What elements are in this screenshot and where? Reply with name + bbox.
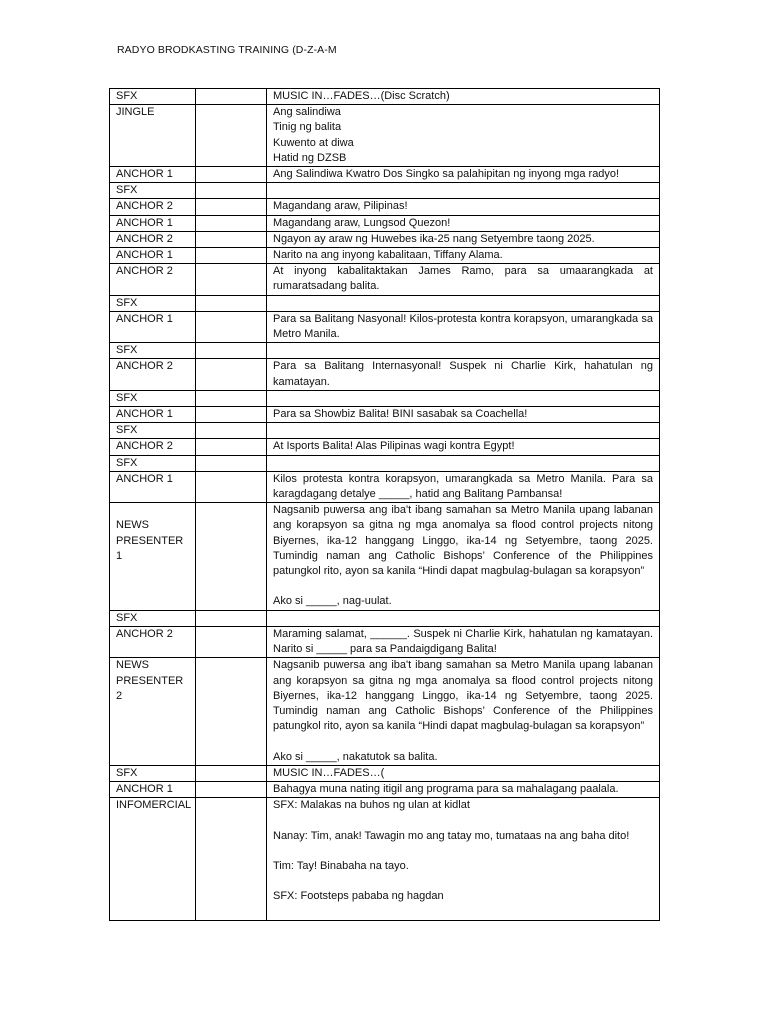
script-row bbox=[110, 264, 660, 295]
script-row bbox=[110, 89, 660, 105]
content-line bbox=[273, 813, 653, 828]
notes-cell bbox=[196, 343, 267, 359]
cue-cell: SFX bbox=[110, 89, 196, 105]
content-cell bbox=[267, 798, 660, 921]
cue-cell: ANCHOR 2 bbox=[110, 199, 196, 215]
cue-cell: SFX bbox=[110, 610, 196, 626]
notes-cell bbox=[196, 183, 267, 199]
content-cell bbox=[267, 423, 660, 439]
script-row bbox=[110, 781, 660, 797]
cue-cell: ANCHOR 1 bbox=[110, 311, 196, 342]
content-line: MUSIC IN…FADES…(Disc Scratch) bbox=[273, 90, 450, 102]
content-cell bbox=[267, 471, 660, 502]
content-cell bbox=[267, 183, 660, 199]
content-line: Magandang araw, Pilipinas! bbox=[273, 200, 408, 213]
script-row bbox=[110, 407, 660, 423]
content-cell bbox=[267, 359, 660, 390]
cue-cell: INFOMERCIAL bbox=[110, 798, 196, 921]
notes-cell bbox=[196, 295, 267, 311]
content-line: Para sa Balitang Internasyonal! Suspek ni Charlie Kirk, hahatulan ng kamatayan. bbox=[273, 360, 653, 388]
notes-cell bbox=[196, 781, 267, 797]
content-cell bbox=[267, 343, 660, 359]
cue-cell: SFX bbox=[110, 295, 196, 311]
notes-cell bbox=[196, 105, 267, 167]
cue-cell: SFX bbox=[110, 455, 196, 471]
cue-cell: ANCHOR 2 bbox=[110, 231, 196, 247]
notes-cell bbox=[196, 471, 267, 502]
cue-cell: ANCHOR 2 bbox=[110, 439, 196, 455]
content-cell bbox=[267, 231, 660, 247]
content-line: Bahagya muna nating itigil ang programa para sa mahalagang paalala. bbox=[273, 782, 619, 795]
content-line bbox=[273, 874, 653, 889]
content-cell bbox=[267, 626, 660, 657]
content-line: SFX: Footsteps pababa ng hagdan bbox=[273, 890, 444, 903]
content-line: Ako si _____, nakatutok sa balita. bbox=[273, 750, 438, 763]
content-cell bbox=[267, 407, 660, 423]
content-line: Maraming salamat, ______. Suspek ni Charlie Kirk, hahatulan ng kamatayan. Narito si _____ para sa Pandaigdigang Balita! bbox=[273, 627, 653, 656]
cue-cell: ANCHOR 1 bbox=[110, 215, 196, 231]
script-row bbox=[110, 423, 660, 439]
notes-cell bbox=[196, 215, 267, 231]
cue-cell: NEWS PRESENTER 1 bbox=[110, 503, 196, 610]
notes-cell bbox=[196, 423, 267, 439]
content-line: Ako si _____, nag-uulat. bbox=[273, 595, 392, 608]
cue-cell: ANCHOR 1 bbox=[110, 471, 196, 502]
notes-cell bbox=[196, 455, 267, 471]
cue-cell: ANCHOR 2 bbox=[110, 264, 196, 295]
content-line bbox=[273, 734, 653, 749]
content-line: Ngayon ay araw ng Huwebes ika-25 nang Setyembre taong 2025. bbox=[273, 232, 595, 245]
notes-cell bbox=[196, 503, 267, 610]
notes-cell bbox=[196, 248, 267, 264]
cue-cell: ANCHOR 2 bbox=[110, 626, 196, 657]
content-line: Ang Salindiwa Kwatro Dos Singko sa palahipitan ng inyong mga radyo! bbox=[273, 168, 620, 181]
content-cell bbox=[267, 199, 660, 215]
cue-cell: JINGLE bbox=[110, 105, 196, 167]
script-row bbox=[110, 439, 660, 455]
notes-cell bbox=[196, 311, 267, 342]
cue-cell: SFX bbox=[110, 423, 196, 439]
content-cell bbox=[267, 658, 660, 765]
content-line: Tinig ng balita bbox=[273, 121, 342, 134]
content-line: MUSIC IN…FADES…( bbox=[273, 766, 385, 779]
script-row bbox=[110, 248, 660, 264]
cue-cell: NEWS PRESENTER 2 bbox=[110, 658, 196, 765]
cue-cell: ANCHOR 1 bbox=[110, 167, 196, 183]
page-header: RADYO BRODKASTING TRAINING (D-Z-A-M bbox=[117, 44, 337, 56]
script-row bbox=[110, 231, 660, 247]
notes-cell bbox=[196, 439, 267, 455]
script-row bbox=[110, 359, 660, 390]
content-line: Nagsanib puwersa ang iba't ibang samahan sa Metro Manila upang labanan ang korapsyon sa gitna ng mga anomalya sa flood control projects nitong Biyernes, ika-12 hanggang Linggo, ika-14 ng Setyembre, taong 2025. Tumindig naman ang Catholic Bishops’ Conference of the Philippines patungkol rito, ayon sa kanila “Hindi dapat magbulag-bulagan sa korapsyon” bbox=[273, 504, 653, 578]
cue-cell: SFX bbox=[110, 343, 196, 359]
cue-cell: ANCHOR 1 bbox=[110, 781, 196, 797]
cue-cell: SFX bbox=[110, 390, 196, 406]
notes-cell bbox=[196, 390, 267, 406]
content-cell bbox=[267, 781, 660, 797]
content-line bbox=[273, 904, 653, 919]
script-row bbox=[110, 658, 660, 765]
content-cell bbox=[267, 455, 660, 471]
content-cell bbox=[267, 311, 660, 342]
script-row bbox=[110, 610, 660, 626]
content-line: At inyong kabalitaktakan James Ramo, para sa umaarangkada at rumaratsadang balita. bbox=[273, 265, 653, 293]
notes-cell bbox=[196, 407, 267, 423]
script-row bbox=[110, 167, 660, 183]
content-line: Nanay: Tim, anak! Tawagin mo ang tatay mo, tumataas na ang baha dito! bbox=[273, 829, 630, 842]
content-cell bbox=[267, 89, 660, 105]
notes-cell bbox=[196, 199, 267, 215]
script-row bbox=[110, 765, 660, 781]
script-row bbox=[110, 311, 660, 342]
notes-cell bbox=[196, 231, 267, 247]
notes-cell bbox=[196, 765, 267, 781]
content-line: At Isports Balita! Alas Pilipinas wagi kontra Egypt! bbox=[273, 440, 515, 453]
content-cell bbox=[267, 295, 660, 311]
script-table bbox=[109, 88, 660, 921]
script-table-body bbox=[110, 89, 660, 921]
script-row bbox=[110, 471, 660, 502]
content-cell bbox=[267, 503, 660, 610]
notes-cell bbox=[196, 89, 267, 105]
content-line: Para sa Showbiz Balita! BINI sasabak sa Coachella! bbox=[273, 408, 528, 421]
content-line: Kuwento at diwa bbox=[273, 136, 354, 149]
content-line: Tim: Tay! Binabaha na tayo. bbox=[273, 859, 409, 872]
content-line: SFX: Malakas na buhos ng ulan at kidlat bbox=[273, 799, 470, 812]
content-line bbox=[273, 844, 653, 859]
content-line bbox=[273, 579, 653, 594]
script-row bbox=[110, 215, 660, 231]
notes-cell bbox=[196, 626, 267, 657]
script-row bbox=[110, 626, 660, 657]
content-cell bbox=[267, 264, 660, 295]
content-line: Kilos protesta kontra korapsyon, umarangkada sa Metro Manila. Para sa karagdagang detalye _____, hatid ang Balitang Pambansa! bbox=[273, 472, 653, 501]
content-line: Para sa Balitang Nasyonal! Kilos-protesta kontra korapsyon, umarangkada sa Metro Manila. bbox=[273, 312, 653, 341]
notes-cell bbox=[196, 658, 267, 765]
content-cell bbox=[267, 215, 660, 231]
content-cell bbox=[267, 167, 660, 183]
content-line: Magandang araw, Lungsod Quezon! bbox=[273, 216, 451, 229]
content-line: Narito na ang inyong kabalitaan, Tiffany Alama. bbox=[273, 249, 503, 262]
content-cell bbox=[267, 390, 660, 406]
content-cell bbox=[267, 610, 660, 626]
content-cell bbox=[267, 248, 660, 264]
script-row bbox=[110, 343, 660, 359]
content-cell bbox=[267, 765, 660, 781]
cue-cell: SFX bbox=[110, 183, 196, 199]
script-row bbox=[110, 390, 660, 406]
script-row bbox=[110, 105, 660, 167]
script-row bbox=[110, 295, 660, 311]
script-row bbox=[110, 183, 660, 199]
content-cell bbox=[267, 105, 660, 167]
cue-cell: ANCHOR 2 bbox=[110, 359, 196, 390]
notes-cell bbox=[196, 167, 267, 183]
content-cell bbox=[267, 439, 660, 455]
cue-cell: SFX bbox=[110, 765, 196, 781]
content-line: Nagsanib puwersa ang iba't ibang samahan sa Metro Manila upang labanan ang korapsyon sa gitna ng mga anomalya sa flood control projects nitong Biyernes, ika-12 hanggang Linggo, ika-14 ng Setyembre, taong 2025. Tumindig naman ang Catholic Bishops’ Conference of the Philippines patungkol rito, ayon sa kanila “Hindi dapat magbulag-bulagan sa korapsyon” bbox=[273, 659, 653, 733]
notes-cell bbox=[196, 798, 267, 921]
script-row bbox=[110, 798, 660, 921]
script-row bbox=[110, 455, 660, 471]
content-line: Hatid ng DZSB bbox=[273, 151, 347, 164]
notes-cell bbox=[196, 264, 267, 295]
notes-cell bbox=[196, 359, 267, 390]
content-line: Ang salindiwa bbox=[273, 106, 341, 119]
script-row bbox=[110, 503, 660, 610]
cue-cell: ANCHOR 1 bbox=[110, 407, 196, 423]
script-row bbox=[110, 199, 660, 215]
notes-cell bbox=[196, 610, 267, 626]
cue-cell: ANCHOR 1 bbox=[110, 248, 196, 264]
